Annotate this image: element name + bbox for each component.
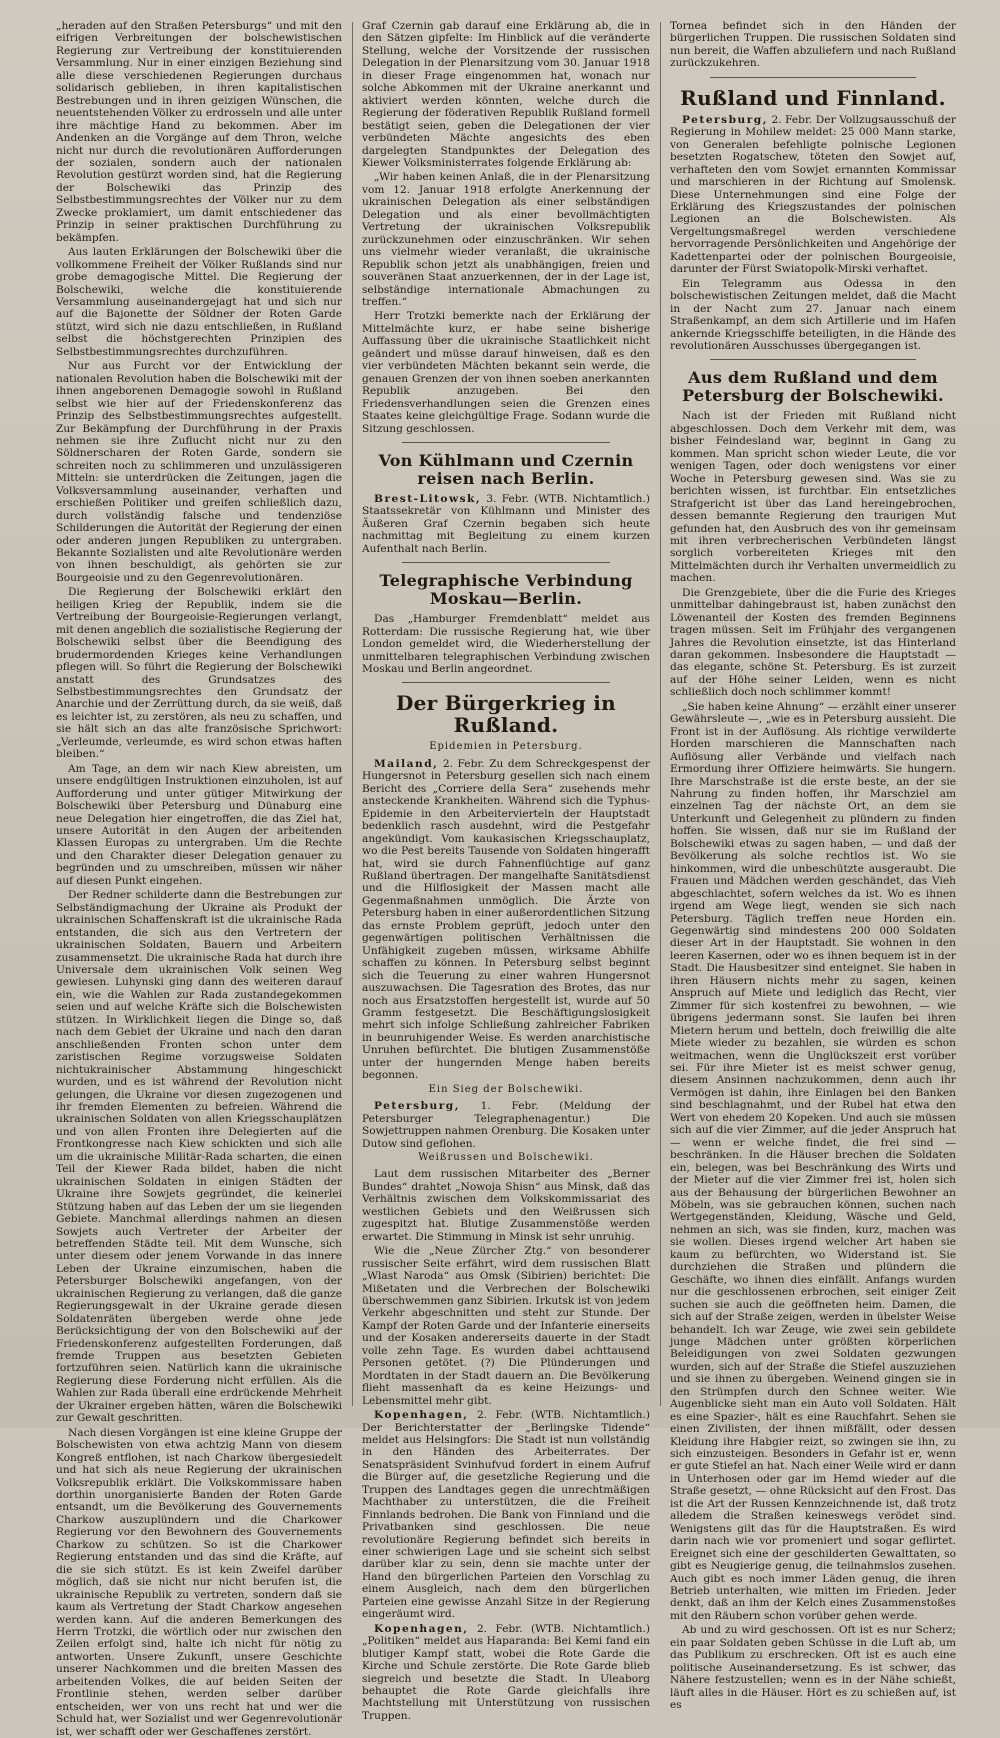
paragraph: 2. Febr. Zu dem Schreckgespenst der Hungersnot in Petersburg gesellen sich nach einem Bericht des „Corriere della Sera“ zusehends mehr ansteckende Krankheiten. Während sich die Typhus-Epidemie in den Arbeitervierteln der Hauptstadt bedenklich rasch ausdehnt, wird die Pestgefahr angekündigt. Vom kaukasischen Kriegsschauplatz, wo die Pest bereits Tausende von Soldaten hingerafft hat, wird sie durch Fahnenflüchtige auf ganz Rußland übertragen. Der mangelhafte Sanitätsdienst und die Hilflosigkeit der Massen macht alle Gegenmaßnahmen unmöglich. Die Ärzte von Petersburg haben in einer außerordentlichen Sitzung das ernste Problem geprüft, jedoch unter den gegenwärtigen politischen Verhältnissen die Unfähigkeit zugeben müssen, wirksame Abhilfe schaffen zu können. In Petersburg selbst beginnt sich die Teuerung zu einer wahren Hungersnot auszuwachsen. Die Tagesration des Brotes, das nur noch aus Ersatzstoffen hergestellt ist, wurde auf 50 Gramm festgesetzt. Die Beschäftigungslosigkeit mehrt sich infolge Schließung zahlreicher Fabriken in beunruhigender Weise. Es werden anarchistische Unruhen befürchtet. Die blutigen Zusammenstöße unter der hungernden Menge haben bereits begonnen. — [362, 757, 650, 1082]
paragraph: 3. Febr. (WTB. Nichtamtlich.) Staatssekretär von Kühlmann und Minister des Äußeren Graf Czernin begaben sich heute nachmittag mit Begleitung zu einem kurzen Aufenthalt nach Berlin. — [362, 492, 650, 555]
paragraph: Nach diesen Vorgängen ist eine kleine Gruppe der Bolschewisten von etwa achtzig Mann von diesem Kongreß entflohen, ist nach Charkow übergesiedelt und hat sich als neue Regierung der ukrainischen Volksrepublik erklärt. Die Volkskommissare haben dorthin unorganisierte Banden der Roten Garde entsandt, um die Bevölkerung des Gouvernements Charkow auszuplündern und die Charkower Regierung vor den Bewohnern des Gouvernements Charkow zu schützen. So ist die Charkower Regierung entstanden und das sind die Kräfte, auf die sie sich stützt. Es ist kein Zweifel darüber möglich, daß sie nicht nur nicht berufen ist, die ukrainische Republik zu vertreten, sondern daß sie kaum als Vertretung der Stadt Charkow angesehen werden kann. Auf die anderen Bemerkungen des Herrn Trotzki, die wörtlich oder nur zwischen den Zeilen erfolgt sind, halte ich nicht für nötig zu antworten. Unsere Zukunft, unsere Geschichte unserer Nachkommen und die breiten Massen des arbeitenden Volkes, die auf beiden Seiten der Frontlinie stehen, werden selber darüber entscheiden, wer von uns recht hat und wer die Schuld hat, wer Sozialist und wer Gegenrevolutionär ist, wer schafft oder wer Geschaffenes zerstört. — [56, 1426, 342, 1738]
paragraph: 2. Febr. (WTB. Nichtamtlich.) „Politiken“ meldet aus Haparanda: Bei Kemi fand ein blutiger Kampf statt, wobei die Rote Garde die Kirche und Schule zerstörte. Die Rote Garde blieb siegreich und besetzte die Stadt. In Uleaborg behauptet die Rote Garde gleichfalls ihre Machtstellung mit Unterstützung von russischen Truppen. — [362, 1622, 650, 1722]
paragraph: Die Grenzgebiete, über die die Furie des Krieges unmittelbar dahingebraust ist, haben zunächst den Löwenanteil der Kosten des fremden Beginnens tragen müssen. Seit im Frühjahr des vergangenen Jahres die Revolution einsetzte, ist das Hinterland daran gekommen. Insbesondere die Hauptstadt — das elegante, schöne St. Petersburg. Es ist zurzeit auf der Höhe seiner Leiden, wenn es nicht schließlich doch noch schlimmer kommt! — [670, 586, 956, 699]
dateline-place: Kopenhagen, — [374, 1622, 469, 1635]
paragraph: Das „Hamburger Fremdenblatt“ meldet aus Rotterdam: Die russische Regierung hat, wie über London gemeldet wird, die Wiederherstellung der unmittelbaren telegraphischen Verbindung zwischen Moskau und Berlin angeordnet. — [362, 613, 650, 676]
headline-telegraph: Telegraphische Verbindung Moskau—Berlin. — [379, 571, 633, 609]
paragraph: Ein Telegramm aus Odessa in den bolschewistischen Zeitungen meldet, daß die Macht in der Nacht zum 27. Januar nach einem Straßenkampf, an dem sich Artillerie und im Hafen ankernde Kriegsschiffe beteiligten, in die Hände des revolutionären Ausschusses übergegangen ist. — [670, 277, 956, 352]
headline-buergerkrieg: Der Bürgerkrieg in Rußland. — [396, 691, 616, 738]
paragraph: 2. Febr. (WTB. Nichtamtlich.) Der Berichterstatter der „Berlingske Tidende“ meldet aus Helsingfors: Die Stadt ist nun vollständig in den Händen des Arbeiterrates. Der Senatspräsident Svinhufvud fordert in einem Aufruf die Bürger auf, die gesetzliche Regierung und die Truppen des Landtages gegen die unrechtmäßigen Machthaber zu unterstützen, die die Freiheit Finnlands bedrohen. Die Bank von Finnland und die Privatbanken sind geschlossen. Die neue revolutionäre Regierung befindet sich bereits in einer schwierigen Lage und sie scheint sich selbst darüber klar zu sein, denn sie machte unter der Hand den bürgerlichen Parteien den Vorschlag zu einem Ausgleich, nach dem den bürgerlichen Parteien eine gewisse Anzahl Sitze in der Regierung eingeräumt wird. — [362, 1409, 650, 1621]
paragraph: 1. Febr. (Meldung der Petersburger Telegraphenagentur.) Die Sowjettruppen nahmen Orenburg. Die Kosaken unter Dutow sind geflohen. — [362, 1100, 651, 1150]
paragraph: Wie die „Neue Zürcher Ztg.“ von besonderer russischer Seite erfährt, wird dem russischen Blatt „Wlast Naroda“ aus Omsk (Sibirien) berichtet: Die Mißetaten und die Verbrechen der Bolschewiki überschwemmen ganz Sibirien. Irkutsk ist von jedem Verkehr abgeschnitten und steht zur Stunde. Der Kampf der Roten Garde und der Infanterie einerseits und der Kosaken andererseits dauerte in der Stadt volle zehn Tage. Es wurden dabei achttausend Personen getötet. (?) Die Plünderungen und Mordtaten in der Stadt dauern an. Die Bevölkerung flieht massenhaft da es keine Heizungs- und Lebensmittel mehr gibt. — [362, 1245, 650, 1407]
dateline-place: Petersburg, — [374, 1100, 460, 1113]
column-left — [56, 20, 342, 1738]
paragraph: „Wir haben keinen Anlaß, die in der Plenarsitzung vom 12. Januar 1918 erfolgte Anerkennung der ukrainischen Delegation als einer selbständigen Delegation und als einer bevollmächtigten Vertretung der ukrainischen Volksrepublik zurückzunehmen oder einzuschränken. Wir sehen uns vielmehr wieder veranlaßt, die ukrainische Republik schon jetzt als unabhängigen, freien und souveränen Staat anzuerkennen, der in der Lage ist, selbständige internationale Abmachungen zu treffen.“ — [362, 171, 650, 308]
divider — [402, 562, 610, 563]
dateline-place: Mailand, — [374, 757, 439, 770]
divider — [402, 442, 610, 443]
paragraph: „heraden auf den Straßen Petersburgs“ und mit den eifrigen Verbreitungen der bolschewistischen Regierung zur Vertreibung der konstituierenden Versammlung. Nur in einer einzigen Beziehung sind alle diese verschiedenen Regierungen durchaus solidarisch geblieben, in ihren kapitalistischen Bestrebungen und in ihren geizigen Wünschen, die neuentstehenden Völker zu erdrosseln und alle unter ihre mächtige Hand zu bekommen. Aber im Andenken an die Vorgänge auf dem Thron, welche nicht nur durch die revolutionären Aufforderungen der sozialen, sondern auch der nationalen Revolution gestürzt worden sind, hat die Regierung der Bolschewiki das Prinzip des Selbstbestimmungsrechtes der Völker nur zu dem Zwecke proklamiert, um damit entschiedener das Prinzip in seiner praktischen Durchführung zu bekämpfen. — [56, 20, 342, 244]
headline-petersburg-bolschewiki: Aus dem Rußland und dem Petersburg der Bolschewiki. — [682, 368, 944, 406]
paragraph: Am Tage, an dem wir nach Kiew abreisten, um unsere endgültigen Instruktionen einzuholen, ist auf Aufforderung und unter gütiger Mitwirkung der Bolschewiki über Petersburg und Dünaburg eine neue Delegation hier eingetroffen, die das Ziel hat, unsere Autorität in den Augen der arbeitenden Klassen Europas zu untergraben. Um die Rechte und den Charakter dieser Delegation genauer zu begründen und zu umschreiben, müssen wir näher auf diesen Punkt eingehen. — [56, 762, 342, 887]
paragraph: Ab und zu wird geschossen. Oft ist es nur Scherz; ein paar Soldaten geben Schüsse in die Luft ab, um das Publikum zu erschrecken. Oft ist es auch eine politische Auseinandersetzung. Es ist schwer, das Nähere festzustellen; wenn es in der Nähe schießt, läuft alles in die Häuser. Hört es zu schießen auf, ist es — [670, 1624, 956, 1712]
paragraph: Nach ist der Frieden mit Rußland nicht abgeschlossen. Doch dem Verkehr mit dem, was bisher Feindesland war, beginnt in Gang zu kommen. Man spricht schon wieder Leute, die vor wenigen Tagen, oder doch wenigstens vor einer Woche in Petersburg gewesen sind. Was sie zu berichten wissen, ist furchtbar. Ein entsetzliches Strafgericht ist über das Land hereingebrochen, dessen bemannte Regierung den traurigen Mut gefunden hat, den Ausbruch des von ihr gemeinsam mit ihren verbrecherischen Verbündeten längst sorglich vorbereiteten Krieges mit den Mittelmächten durch ihr Verhalten unvermeidlich zu machen. — [670, 410, 956, 585]
dateline-place: Petersburg, — [682, 113, 768, 126]
headline-kuehlmann-czernin: Von Kühlmann und Czernin reisen nach Berlin. — [378, 450, 634, 488]
subheading: Ein Sieg der Bolschewiki. — [428, 1083, 584, 1095]
dateline-place: Kopenhagen, — [374, 1409, 469, 1422]
column-rule — [660, 22, 661, 1406]
paragraph: Graf Czernin gab darauf eine Erklärung ab, die in den Sätzen gipfelte: Im Hinblick auf die veränderte Stellung, welche der Vorsitzende der russischen Delegation in der Plenarsitzung vom 30. Januar 1918 in dieser Frage eingenommen hat, wonach nur solche Abkommen mit der Ukraine anerkannt und aktiviert werden könnten, welche durch die Regierung der föderativen Republik Rußland formell bestätigt seien, geben die Delegationen der vier verbündeten Mächte angesichts des eben dargelegten Standpunktes der Delegation des Kiewer Volksministerrates folgende Erklärung ab: — [362, 20, 650, 169]
headline-russland-finnland: Rußland und Finnland. — [680, 85, 946, 110]
paragraph: Nur aus Furcht vor der Entwicklung der nationalen Revolution haben die Bolschewiki mit der ihnen angeborenen Demagogie sowohl in Rußland selbst wie hier auf der Friedenskonferenz das Prinzip des Selbstbestimmungsrechtes aufgestellt. Zur Bekämpfung der Durchführung in der Praxis nehmen sie ihre Zuflucht nicht nur zu den Söldnerscharen der Roten Garde, sondern sie schreiten noch zu schlimmeren und unzulässigeren Mitteln: sie unterdrücken die Zeitungen, jagen die Volksversammlung auseinander, verhaften und erschießen Politiker und greifen schließlich dazu, durch vollständig falsche und tendenziöse Schilderungen die Autorität der Regierung der einen oder anderen jungen Republiken zu untergraben. Bekannte Sozialisten und alte Revolutionäre werden von ihnen beschuldigt, als gehörten sie zur Bourgeoisie und zu den Gegenrevolutionären. — [56, 360, 342, 584]
subheading: Epidemien in Petersburg. — [429, 741, 583, 753]
paragraph: Aus lauten Erklärungen der Bolschewiki über die vollkommene Freiheit der Völker Rußlands sind nur grobe demagogische Mittel. Die Regierung der Bolschewiki, welche die konstituierende Versammlung auseinandergejagt hat und sich nur auf die Bajonette der Söldner der Roten Garde stützt, wird sich nie dazu entschließen, in Rußland selbst die höchstgerechten Prinzipien des Selbstbestimmungsrechtes durchzuführen. — [56, 246, 342, 358]
divider — [402, 682, 610, 683]
paragraph: „Sie haben keine Ahnung“ — erzählt einer unserer Gewährsleute —, „wie es in Petersburg aussieht. Die Front ist in der Auflösung. Als richtige verwilderte Horden marschieren die Mannschaften nach Auflösung aller Verbände und vielfach nach Ermordung ihrer Offiziere heimwärts. Sie hungern. Ihre Marschstraße ist die erste beste, an der sie Nahrung zu finden hoffen, ihr Marschziel am einzelnen Tag der nächste Ort, an dem sie Unterkunft und Gelegenheit zu plündern zu finden hoffen. Sie wissen, daß nur sie im Rußland der Bolschewiki etwas zu sagen haben, — und daß der Bevölkerung als solche rechtlos ist. Wo sie hinkommen, wird die unbeschützte ausgeraubt. Die Frauen und Mädchen werden geschändet, das Vieh abgeschlachtet, sofern welches da ist. Wo es ihnen irgend am Wege liegt, wenden sie sich nach Petersburg. Täglich treffen neue Horden ein. Gegenwärtig sind mindestens 200 000 Soldaten dieser Art in der Hauptstadt. Sie wohnen in den leeren Kasernen, oder wo es ihnen bequem ist in der Stadt. Die Hausbesitzer sind enteignet. Sie haben in ihren Häusern nichts mehr zu sagen, keinen Anspruch auf Miete und lediglich das Recht, vier Zimmer für sich kostenfrei zu bewohnen, — wie übrigens jedermann sonst. Sie laufen bei ihren Mietern herum und betteln, doch freiwillig die alte Miete wieder zu bezahlen, sie würden es schon weitmachen, wenn die Unglückszeit erst vorüber sei. Für ihre Mieter ist es meist schwer genug, diesem Ansinnen nachzukommen, denn auch ihr Vermögen ist dahin, ihre Einlagen bei den Banken sind beschlagnahmt, und der Rubel hat etwa den Wert von ehedem 20 Kopeken. Und auch sie müssen sich auf die vier Zimmer, auf die jeder Anspruch hat — wenn er welche findet, die frei sind — beschränken. In die Häuser brechen die Soldaten ein, belegen, was bei Beschränkung des Wirts und der Mieter auf die vier Zimmer frei ist, holen sich aus der Behausung der bürgerlichen Bewohner an Möbeln, was sie gebrauchen können, suchen nach Wertgegenständen, Kleidung, Wäsche und Geld, nehmen an sich, was sie finden, kurz, machen was sie wollen. Dieses irgend welcher Art haben sie kaum zu befürchten, wo Widerstand ist. Sie durchziehen die Straßen und plündern die Geschäfte, wo ihnen dies einfällt. Anfangs wurden nur die geschlossenen erbrochen, seit einiger Zeit suchen sie auch die geöffneten heim. Damen, die sich auf der Straße zeigen, werden in übelster Weise behandelt. Ich war Zeuge, wie zwei sein gebildete junge Mädchen unter größten körperlichen Beleidigungen von zwei Soldaten gezwungen wurden, sich auf der Straße die Stiefel auszuziehen und sie ihnen zu übergeben. Weinend gingen sie in den Strümpfen durch den Schnee weiter. Wie Augenblicke sieht man ein Auto voll Soldaten. Hält es eine Spazier-, hält es eine Rauchfahrt. Sehen sie einen Zivilisten, der ihnen mißfällt, oder dessen Kleidung ihre Habgier reizt, so zwingen sie ihn, zu sich einzusteigen. Besonders in Gefahr ist er, wenn er gute Stiefel an hat. Nach einer Weile wird er dann in Unterhosen oder gar im Hemd wieder auf die Straße gesetzt, — ohne Rücksicht auf den Frost. Das ist die Art der Russen Kennzeichnende ist, daß trotz alledem die Straßen keineswegs verödet sind. Wenigstens gilt das für die Hauptstraßen. Es wird darin nach wie vor promeniert und sogar geflirtet. Ereignet sich eine der geschilderten Gewalttaten, so gibt es Neugierige genug, die teilnahmslos zusehen. Auch gibt es noch immer Läden genug, die ihren Betrieb unterhalten, wie mitten im Frieden. Jeder denkt, daß an ihm der Kelch eines Zusammenstoßes mit den Räubern schon vorüber gehen werde. — [670, 700, 956, 1622]
column-right — [670, 20, 956, 1712]
paragraph: Laut dem russischen Mitarbeiter des „Berner Bundes“ drahtet „Nowoja Shisn“ aus Minsk, daß das Verhältnis zwischen dem Volkskommissariat des westlichen Gebiets und den Weißrussen sich zugespitzt hat. Blutige Zusammenstöße werden erwartet. Die Stimmung in Minsk ist sehr unruhig. — [362, 1168, 650, 1243]
paragraph: 2. Febr. Der Vollzugsausschuß der Regierung in Mohilew meldet: 25 000 Mann starke, von Generalen befehligte polnische Legionen besetzten Rogatschew, töteten den Sowjet auf, verhafteten den vom Sowjet ernannten Kommissar und marschieren in der Richtung auf Smolensk. Diese Unternehmungen sind eine Folge der Erklärung des Kriegszustandes der polnischen Legionen an die Bolschewisten. Als Vergeltungsmaßregel werden verschiedene hervorragende Persönlichkeiten und Angehörige der Kadettenpartei oder der polnischen Bourgeoisie, darunter der Fürst Swiatopolk-Mirski verhaftet. — [670, 113, 956, 276]
column-middle — [362, 20, 651, 1722]
subheading: Weißrussen und Bolschewiki. — [418, 1151, 594, 1163]
paragraph: Tornea befindet sich in den Händen der bürgerlichen Truppen. Die russischen Soldaten sind nun bereit, die Waffen abzuliefern und nach Rußland zurückzukehren. — [670, 20, 956, 70]
column-rule — [352, 22, 353, 1406]
paragraph: Die Regierung der Bolschewiki erklärt den heiligen Krieg der Republik, indem sie die Vertreibung der Bourgeoisie-Regierungen verlangt, mit denen angeblich die sozialistische Regierung der Bolschewiki selbst über die Beendigung des brudermordenden Krieges keine Verhandlungen pflegen will. So führt die Regierung der Bolschewiki anstatt des Grundsatzes des Selbstbestimmungsrechtes den Grundsatz der Anarchie und der Zerrüttung durch, da sie weiß, daß es leichter ist, zu zerstören, als neu zu schaffen, und sie hält sich an das alte französische Sprichwort: „Verleumde, verleumde, es wird schon etwas haften bleiben.“ — [56, 586, 342, 761]
divider — [710, 359, 916, 360]
paragraph: Der Redner schilderte dann die Bestrebungen zur Selbständigmachung der Ukraine als Produkt der ukrainischen Schaffenskraft ist die ukrainische Rada entstanden, die sich aus den Vertretern der ukrainischen Soldaten, Bauern und Arbeitern zusammensetzt. Die ukrainische Rada hat durch ihre Universale dem ukrainischen Volk seinen Weg gewiesen. Luhynski ging dann des weiteren darauf ein, wie die Wahlen zur Rada zustandegekommen seien und auf welche Kräfte sich die Bolschewisten stützen. In Wirklichkeit liegen die Dinge so, daß nach dem Gebiet der Ukraine und nach den daran anschließenden Fronten schon unter dem zaristischen Regime vorzugsweise Soldaten nichtukrainischer Abstammung hingeschickt wurden, und es ist während der Revolution nicht gelungen, die Ukraine vor diesen zugezogenen und ihr fremden Elementen zu befreien. Während die ukrainischen Soldaten von allen Kriegsschauplätzen und von allen Fronten ihre Delegierten auf die Frontkongresse nach Kiew schickten und sich alle um die ukrainische Militär-Rada scharten, die einen Teil der Kiewer Rada bildet, haben die nicht ukrainischen Soldaten in einigen Städten der Ukraine ihre Sowjets gegründet, die keinerlei Stützung haben auf das Leben der um sie liegenden Gebiete. Manchmal allerdings nahmen an diesen Sowjets auch Vertreter der Arbeiter der betreffenden Städte teil. Mit dem Wunsche, sich unter diesem oder jenem Vorwande in das innere Leben der Ukraine einzumischen, haben die Petersburger Bolschewiki angefangen, von der ukrainischen Regierung zu verlangen, daß die ganze Regierungsgewalt in der Ukraine gerade diesen Soldatenräten übergeben werde ohne jede Berücksichtigung der von den Bolschewiki auf der Friedenskonferenz aufgestellten Forderungen, daß fremde Truppen aus besetzten Gebieten fortzuführen seien. Natürlich kann die ukrainische Regierung diese Forderung nicht erfüllen. Als die Wahlen zur Rada überall eine erdrückende Mehrheit der Ukrainer ergeben hätten, wären die Bolschewiki zur Gewalt geschritten. — [56, 889, 342, 1425]
divider — [710, 77, 916, 78]
paragraph: Herr Trotzki bemerkte nach der Erklärung der Mittelmächte kurz, er habe seine bisherige Auffassung über die ukrainische Staatlichkeit nicht geändert und müsse darauf hinweisen, daß es den vier verbündeten Mächten bekannt sein werde, die genauen Grenzen der von ihnen soeben anerkannten Republik anzugeben. Bei den Friedensverhandlungen seien die Grenzen eines Staates keine gleichgültige Frage. Sodann wurde die Sitzung geschlossen. — [362, 310, 650, 435]
dateline-place: Brest-Litowsk, — [374, 492, 482, 505]
